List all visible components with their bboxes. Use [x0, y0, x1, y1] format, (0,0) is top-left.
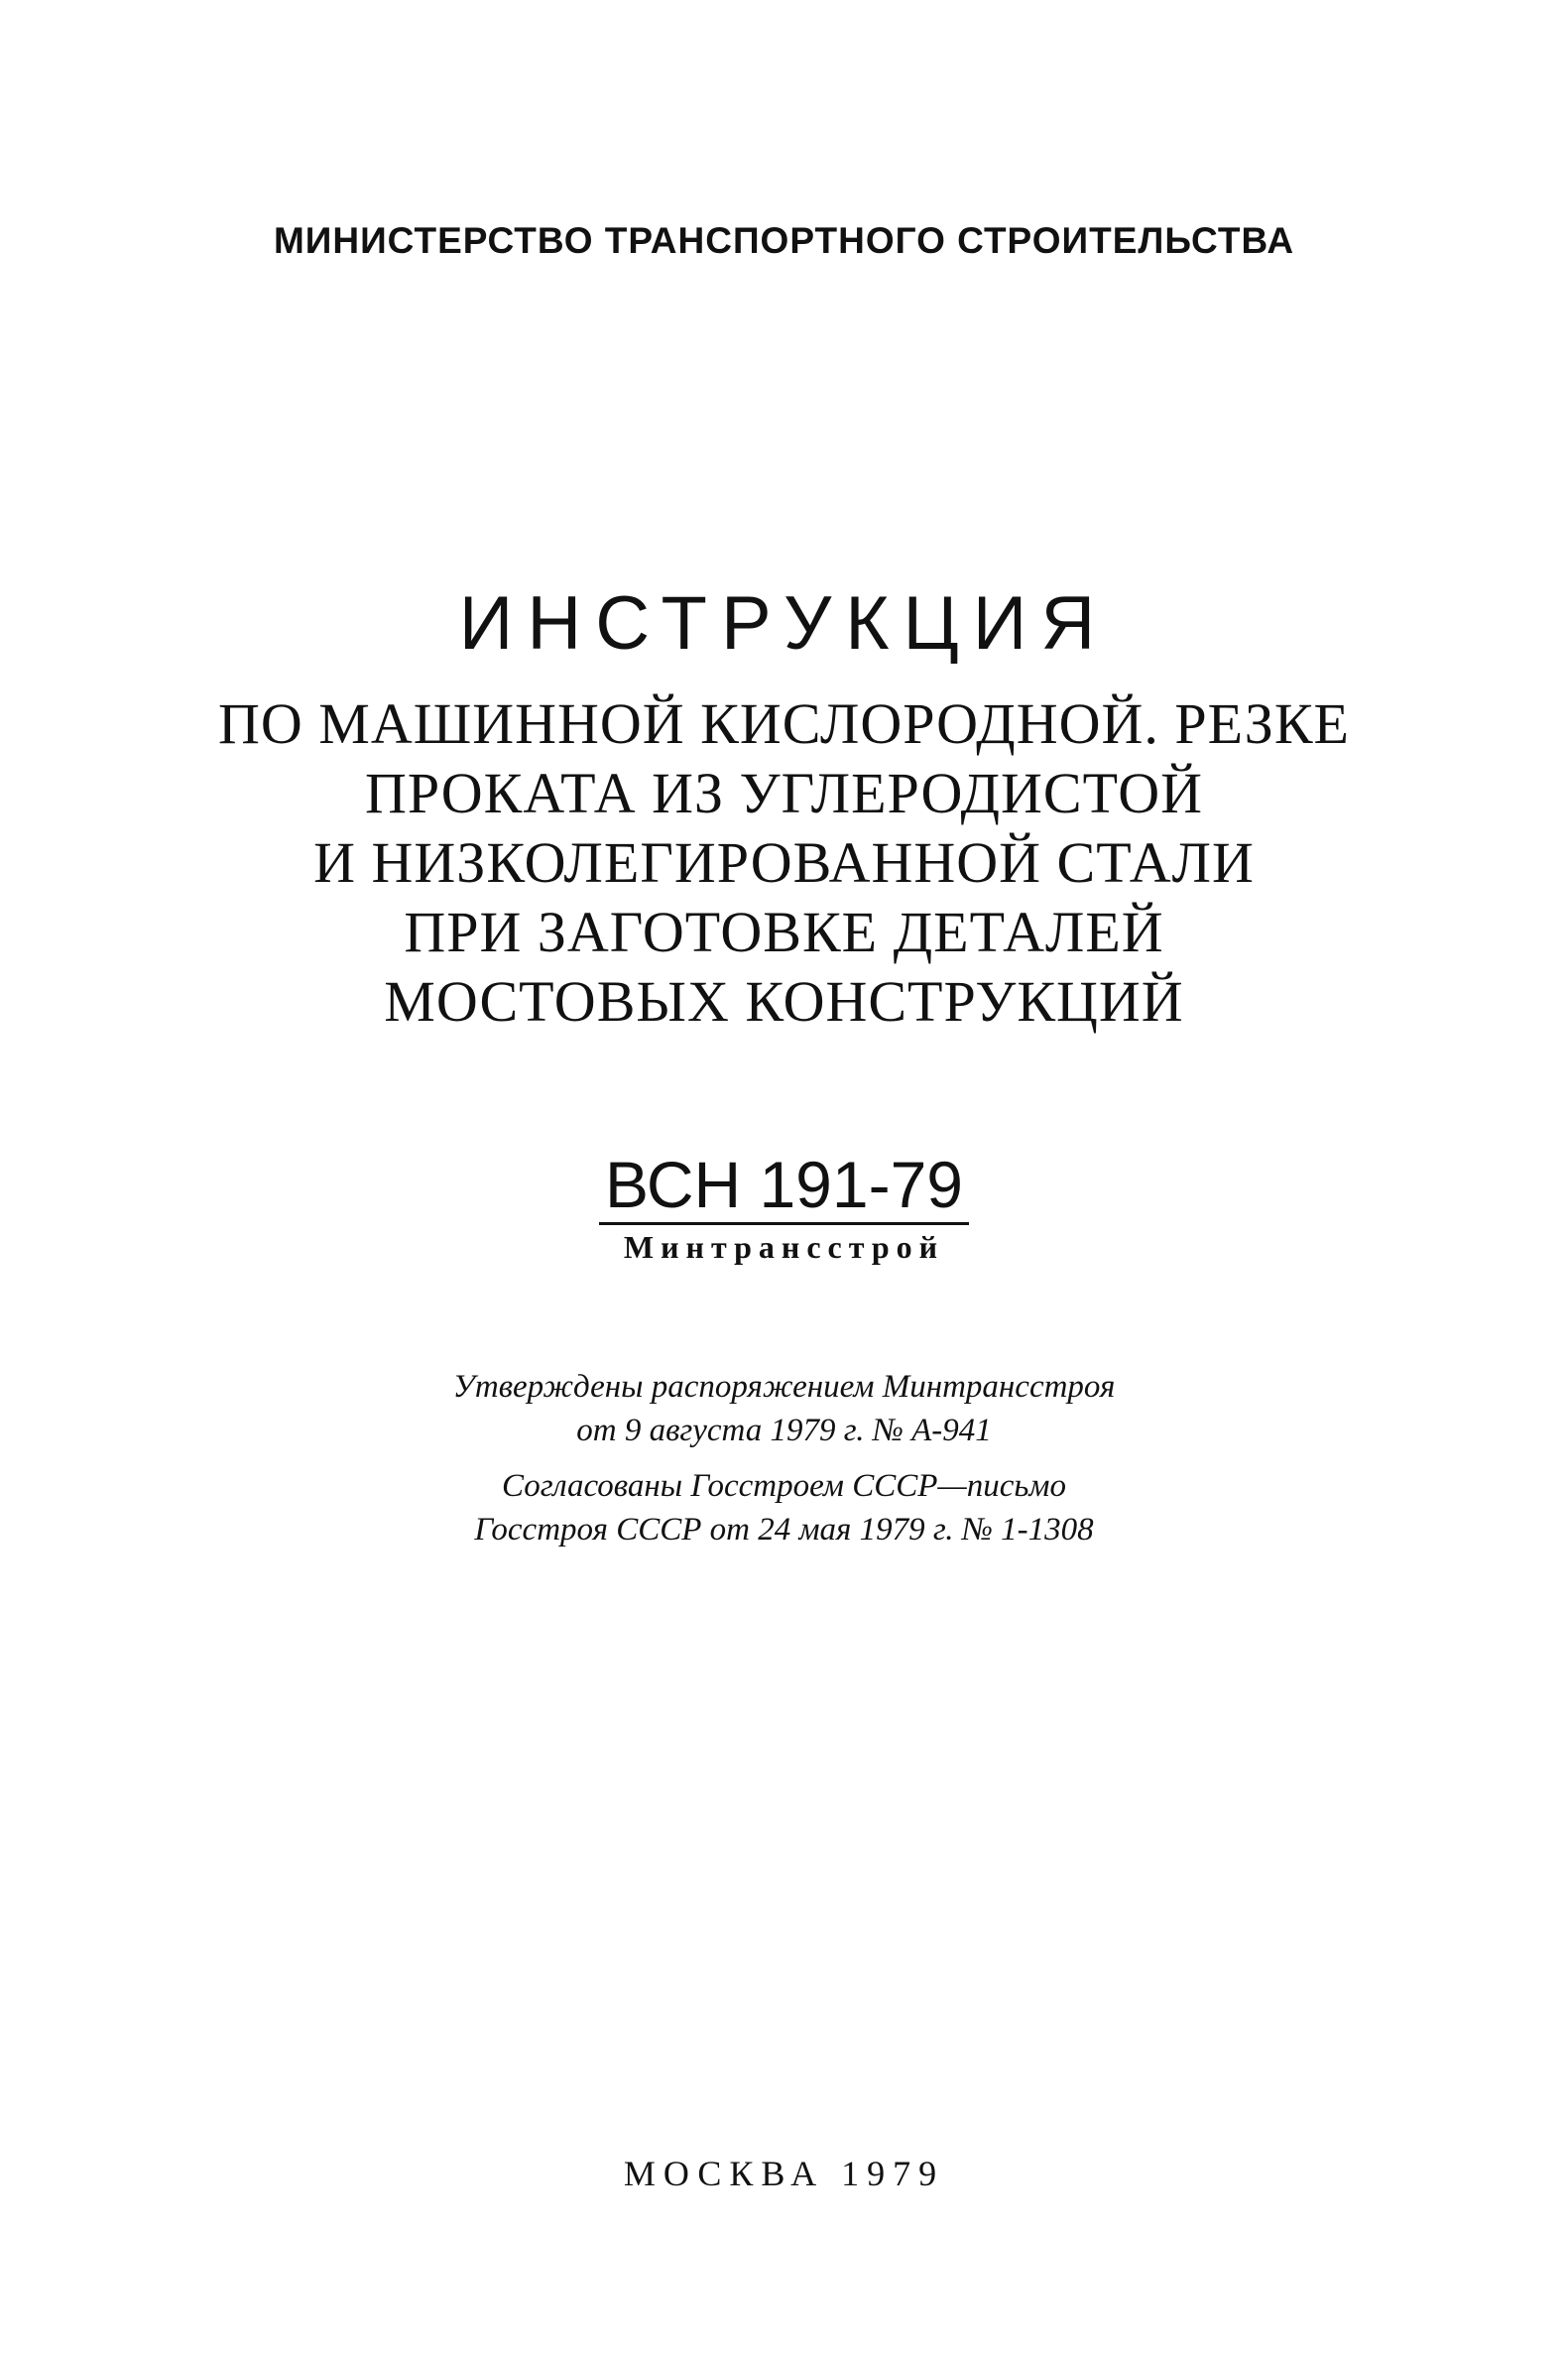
document-code-block: [0, 1149, 1568, 1266]
title-line: ПРОКАТА ИЗ УГЛЕРОДИСТОЙ: [364, 761, 1204, 825]
ministry-short-name: Минтрансстрой: [623, 1229, 945, 1265]
agreement-line: Госстроя СССР от 24 мая 1979 г. № 1-1308: [474, 1512, 1094, 1548]
document-type: ИНСТРУКЦИЯ: [458, 581, 1110, 666]
city-year: МОСКВА 1979: [623, 2154, 945, 2193]
approval-line: от 9 августа 1979 г. № А-941: [576, 1413, 992, 1448]
document-code: ВСН 191-79: [599, 1149, 969, 1225]
approval-note: [0, 1365, 1568, 1551]
document-title: [0, 689, 1568, 1037]
ministry-name: МИНИСТЕРСТВО ТРАНСПОРТНОГО СТРОИТЕЛЬСТВА: [273, 220, 1295, 261]
approval-spacer: [0, 1452, 1568, 1464]
title-line: ПО МАШИННОЙ КИСЛОРОДНОЙ. РЕЗКЕ: [218, 691, 1350, 756]
approval-line: Утверждены распоряжением Минтрансстроя: [452, 1369, 1116, 1405]
title-line: ПРИ ЗАГОТОВКЕ ДЕТАЛЕЙ: [404, 900, 1164, 964]
agreement-line: Согласованы Госстроем СССР—письмо: [502, 1468, 1066, 1504]
title-line: МОСТОВЫХ КОНСТРУКЦИЙ: [384, 969, 1184, 1034]
title-line: И НИЗКОЛЕГИРОВАННОЙ СТАЛИ: [313, 830, 1255, 895]
